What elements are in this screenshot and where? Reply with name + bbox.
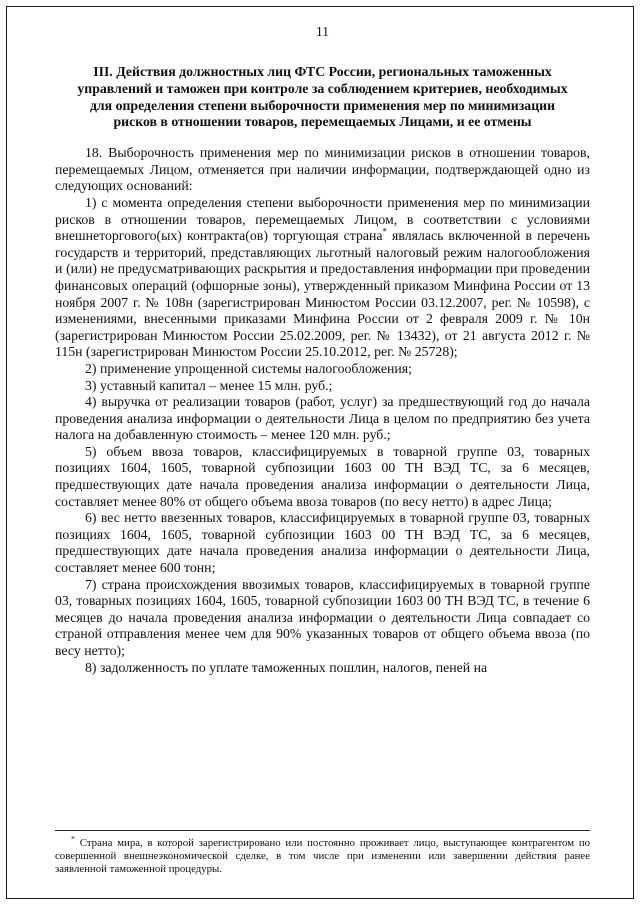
footnote-area: [55, 830, 590, 877]
list-item-2: 2) применение упрощенной системы налогообложения;: [85, 360, 412, 376]
list-item-1: [55, 195, 590, 361]
paragraph-18-intro: 18. Выборочность применения мер по минимизации рисков в отношении товаров, перемещаемых Лицом, отменяется при наличии информации, подтверждающей одно из следующих оснований:: [55, 145, 590, 194]
footnote: [55, 834, 590, 877]
list-item-5: 5) объем ввоза товаров, классифицируемых в товарной группе 03, товарных позициях 1604, 1605, товарной субпозиции 1603 00 ТН ВЭД ТС, за 6 месяцев, предшествующих дате начала проведения анализа информации о деятельности Лица, составляет менее 80% от общего объема ввоза товаров (по весу нетто) в адрес Лица;: [55, 443, 590, 509]
section-heading: III. Действия должностных лиц ФТС России, региональных таможенных управлений и таможен при контроле за соблюдением критериев, необходимых для определения степени выборочности применения мер по минимизации рисков в отношении товаров, перемещаемых Лицами, и ее отмены: [77, 64, 568, 130]
footnote-text: Страна мира, в которой зарегистрировано или постоянно проживает лицо, выступающее контрагентом по совершенной внешнеэкономической сделке, в том числе при изменении или завершении действия ранее заявленной таможенной процедуры.: [55, 837, 590, 876]
footnote-reference-marker: *: [382, 226, 387, 237]
list-item-7: 7) страна происхождения ввозимых товаров, классифицируемых в товарной группе 03, товарных позициях 1604, 1605, товарной субпозиции 1603 00 ТН ВЭД ТС, в течение 6 месяцев до начала проведения анализа информации о деятельности Лица совпадает со страной отправления менее чем для 90% указанных товаров от общего объема ввоза (по весу нетто);: [55, 576, 590, 658]
list-item-1-text-continued: являлась включенной в перечень государств и территорий, представляющих льготный налоговый режим налогообложения и (или) не предусматривающих раскрытия и предоставления информации при проведении финансовых операций (офшорные зоны), утвержденный приказом Минфина России от 13 ноября 2007 г. № 108н (зарегистрирован Минюстом России 03.12.2007, рег. № 10598), с изменениями, внесенными приказами Минфина России от 2 февраля 2009 г. № 10н (зарегистрирован Минюстом России 25.02.2009, рег. № 13432), от 21 августа 2012 г. № 115н (зарегистрирован Минюстом России 25.10.2012, рег. № 25728);: [55, 228, 590, 360]
list-item-6: 6) вес нетто ввезенных товаров, классифицируемых в товарной группе 03, товарных позициях 1604, 1605, товарной субпозиции 1603 00 ТН ВЭД ТС, за 6 месяцев, предшествующих дате начала проведения анализа информации о деятельности Лица, составляет менее 600 тонн;: [55, 510, 590, 576]
footnote-marker: *: [71, 834, 75, 844]
footnote-divider: [55, 830, 590, 831]
list-item-8: 8) задолженность по уплате таможенных пошлин, налогов, пеней на: [85, 659, 488, 675]
list-item-3: 3) уставный капитал – менее 15 млн. руб.;: [85, 377, 333, 393]
list-item-1-text: 1) с момента определения степени выборочности применения мер по минимизации рисков в отношении товаров, перемещаемых Лицом, в соответствии с условиями внешнеторгового(ых) контракта(ов) торгующая страна: [55, 194, 590, 244]
list-item-4: 4) выручка от реализации товаров (работ, услуг) за предшествующий год до начала проведения анализа информации о деятельности Лица в целом по предприятию без учета налога на добавленную стоимость – менее 120 млн. руб.;: [55, 394, 590, 443]
document-body: [55, 145, 590, 676]
page-number: 11: [316, 24, 329, 39]
